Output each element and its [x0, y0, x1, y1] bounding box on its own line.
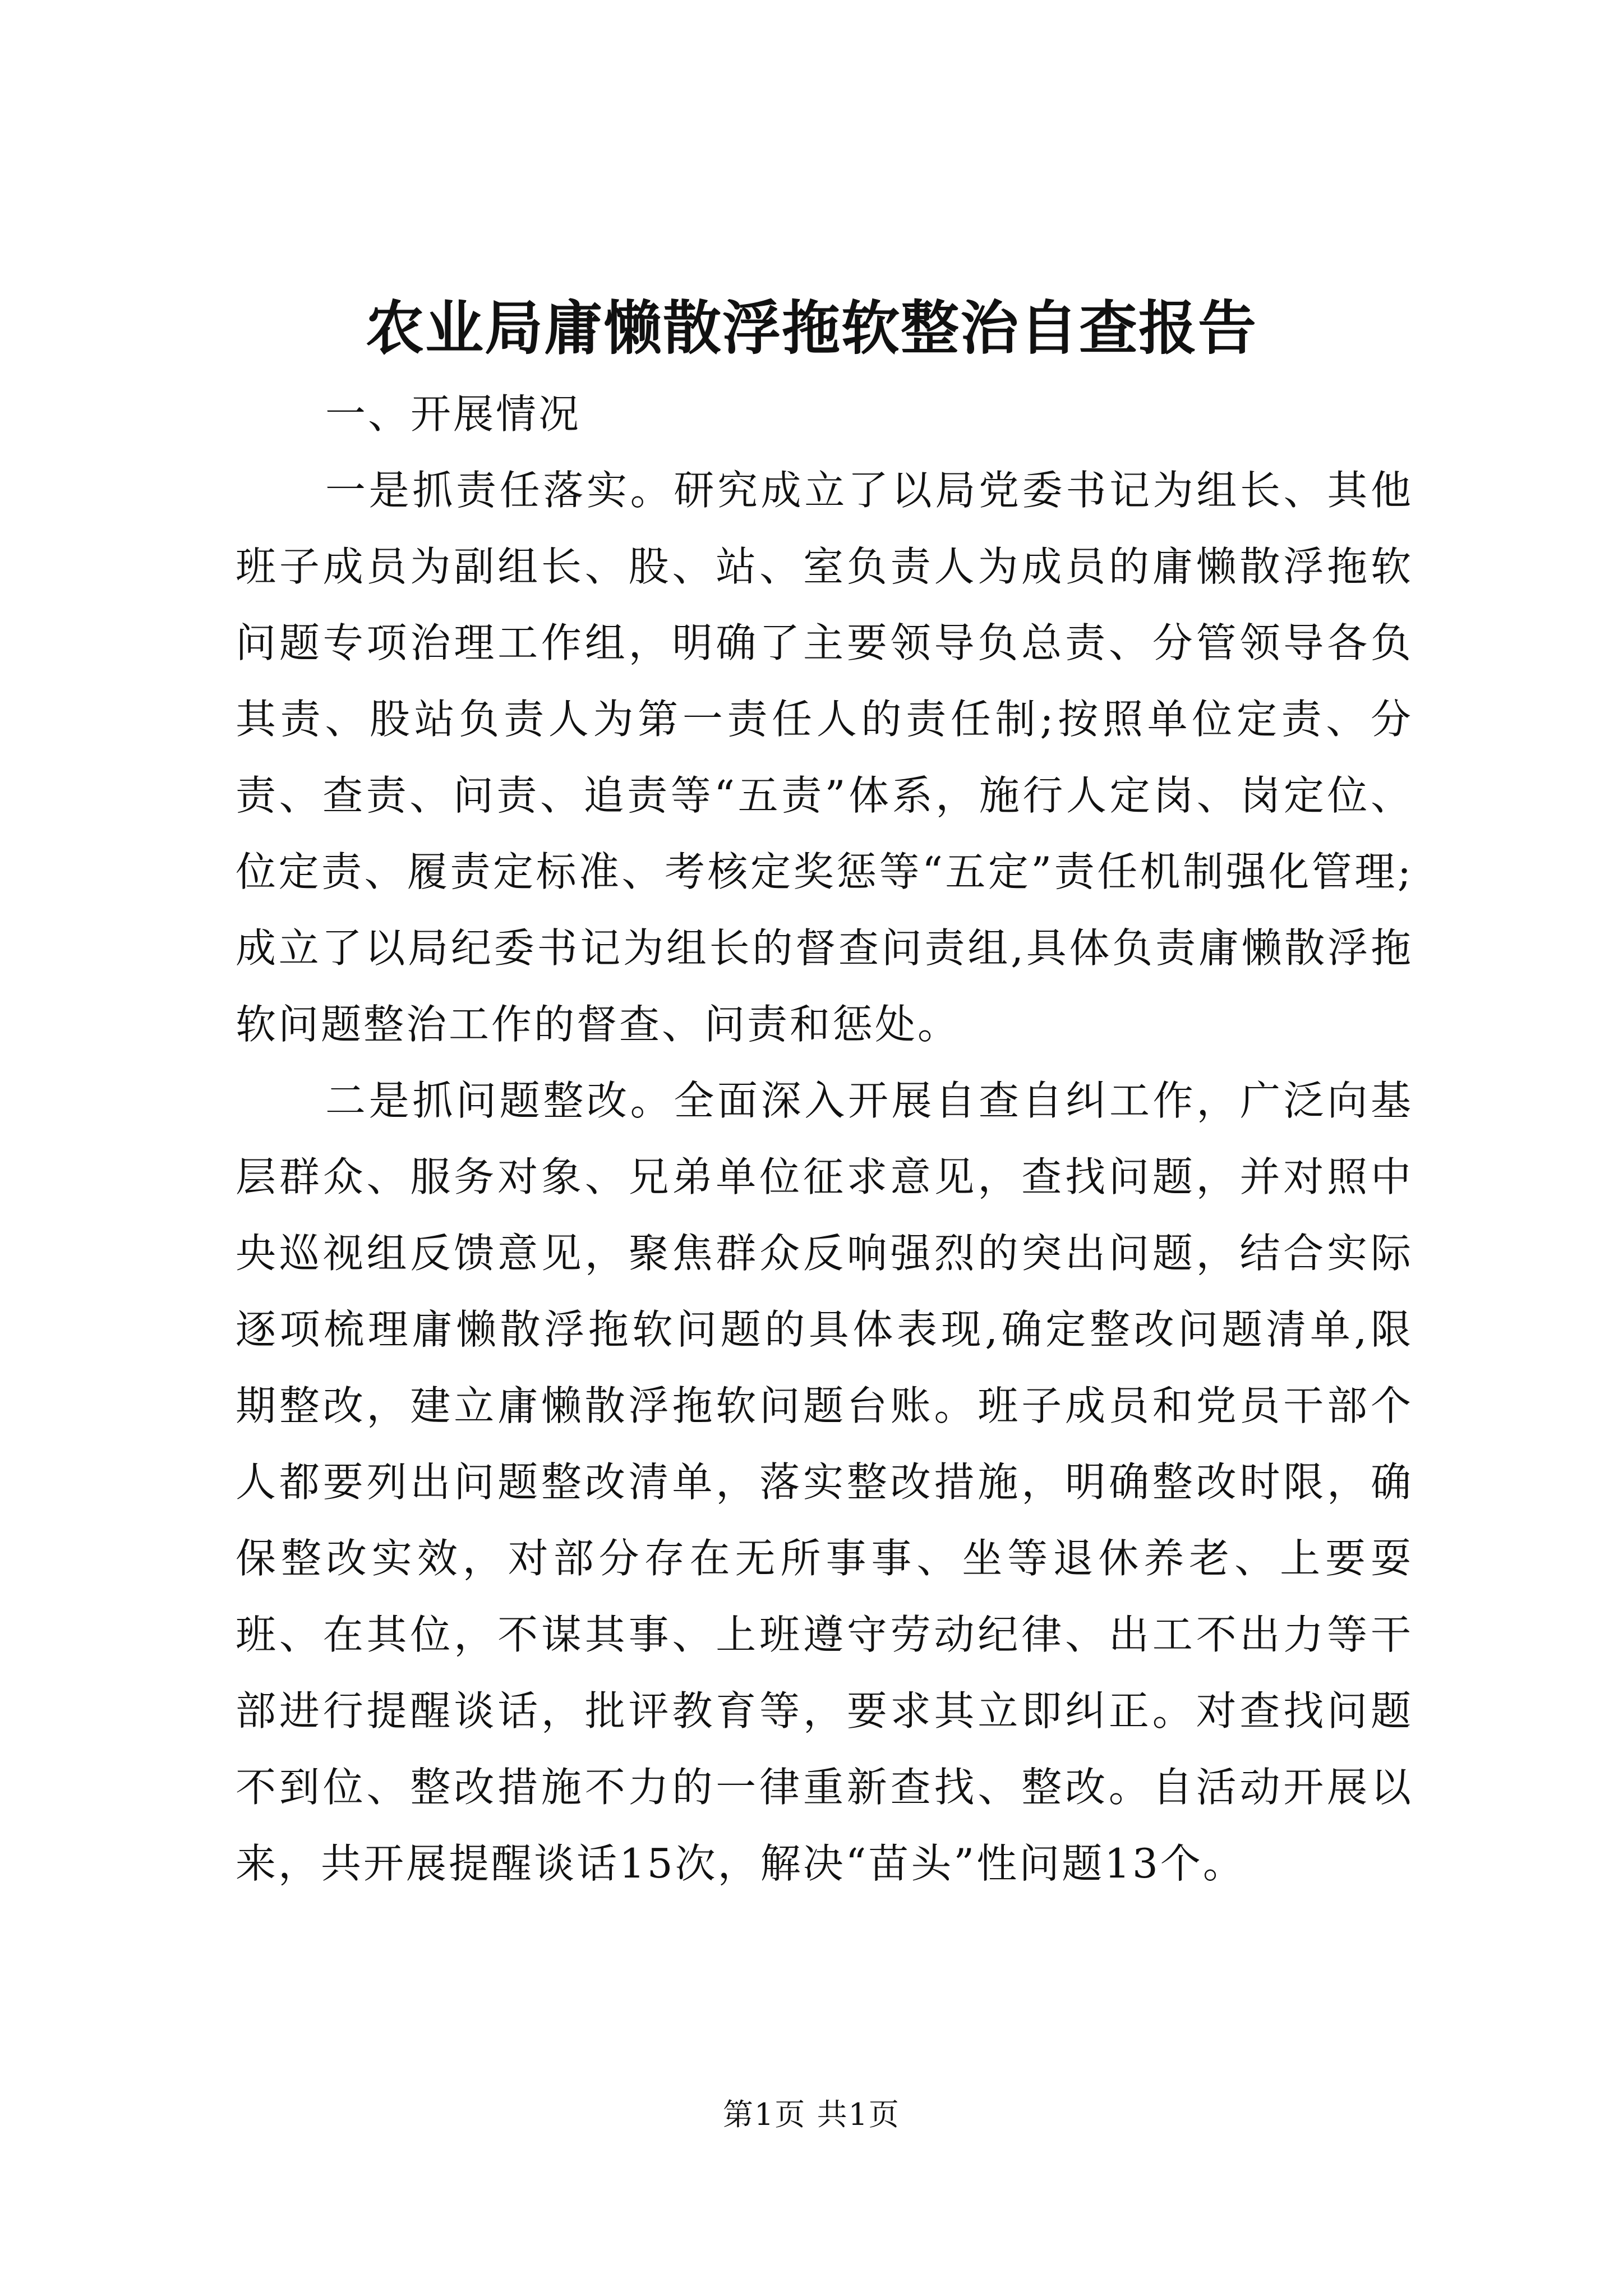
paragraph-rectification: 二是抓问题整改。全面深入开展自查自纠工作，广泛向基层群众、服务对象、兄弟单位征求意见，查找问题，并对照中央巡视组反馈意见，聚焦群众反响强烈的突出问题，结合实际逐项梳理庸懒散浮拖软问题的具体表现,确定整改问题清单,限期整改，建立庸懒散浮拖软问题台账。班子成员和党员干部个人都要列出问题整改清单，落实整改措施，明确整改时限，确保整改实效，对部分存在无所事事、坐等退休养老、上要耍班、在其位，不谋其事、上班遵守劳动纪律、出工不出力等干部进行提醒谈话，批评教育等，要求其立即纠正。对查找问题不到位、整改措施不力的一律重新查找、整改。自活动开展以来，共开展提醒谈话15次，解决“苗头”性问题13个。 [236, 1077, 1413, 1887]
document-title: 农业局庸懒散浮拖软整治自查报告 [365, 293, 1257, 362]
section-heading: 一、开展情况 [325, 390, 582, 438]
page-footer: 第1页 共1页 [723, 2097, 900, 2132]
paragraph-responsibility: 一是抓责任落实。研究成立了以局党委书记为组长、其他班子成员为副组长、股、站、室负责人为成员的庸懒散浮拖软问题专项治理工作组，明确了主要领导负总责、分管领导各负其责、股站负责人为第一责任人的责任制;按照单位定责、分责、查责、问责、追责等“五责”体系，施行人定岗、岗定位、位定责、履责定标准、考核定奖惩等“五定”责任机制强化管理;成立了以局纪委书记为组长的督查问责组,具体负责庸懒散浮拖软问题整治工作的督查、问责和惩处。 [236, 467, 1413, 1048]
document-body [236, 376, 1413, 1902]
